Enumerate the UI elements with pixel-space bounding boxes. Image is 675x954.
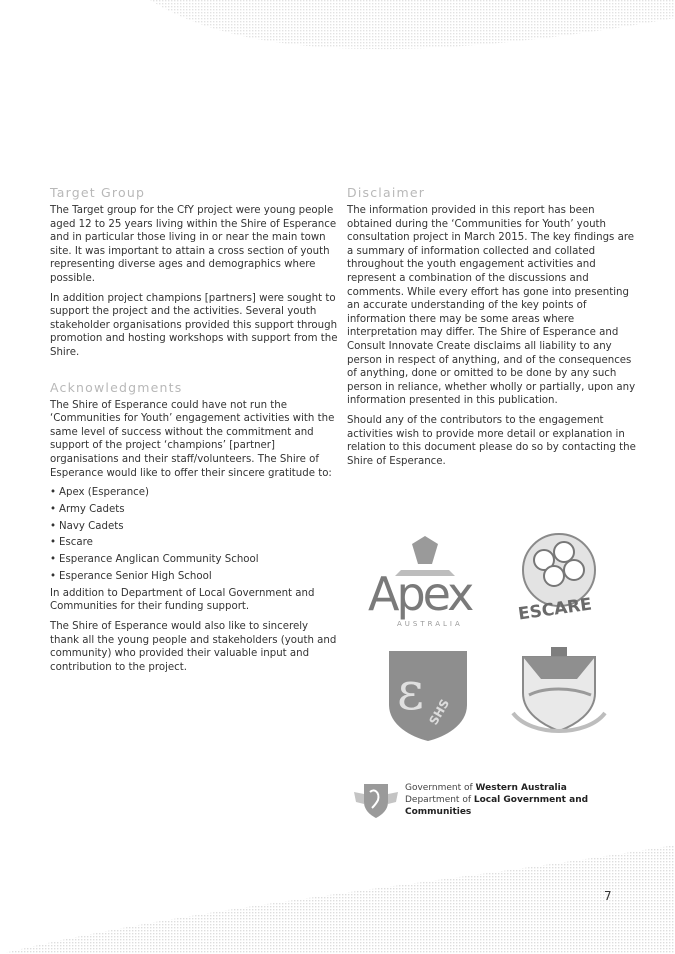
list-item: • Esperance Senior High School [50,570,338,584]
acknowledgments-heading: Acknowledgments [50,379,183,395]
gov-line1-bold: Western Australia [475,783,567,793]
target-group-heading: Target Group [50,185,146,200]
target-group-paragraph-2: In addition project champions [partners] were sought to support the project and the activities. Several youth stakeholder organisations provided this support through promotion and hosting workshops with support from the Shire. [50,292,338,358]
apex-wordmark: Apex [368,567,472,621]
apex-logo [365,536,490,631]
page-number: 7 [604,889,612,903]
eshs-crest [385,645,471,743]
gov-line2-prefix: Department of [405,795,474,805]
acknowledgments-paragraph-1: The Shire of Esperance could have not run the ‘Communities for Youth’ engagement activities with the same level of success without the commitment and support of the project ‘champions’ [partner] organisations and their staff/volunteers. The Shire of Esperance would like to offer their sincere gratitude to: [50,399,335,479]
gov-line1-prefix: Government of [405,783,476,793]
eshs-letters: SHS [426,696,453,728]
anglican-school-crest [511,643,607,739]
partner-list [50,486,338,584]
partner-logos [365,530,630,760]
list-item: • Escare [50,536,338,550]
target-group-paragraph-1: The Target group for the CfY project were young people aged 12 to 25 years living within the Shire of Esperance and in particular those living in or near the main town site. It was important to attain a cross section of youth representing diverse ages and demographics where possible. [50,205,337,284]
disclaimer-paragraph-1: The information provided in this report has been obtained during the ‘Communities for Youth’ youth consultation project in March 2015. The key findings are a summary of information collected and collated throughout the youth engagement activities and represent a combination of the discussions and comments. While every effort has gone into presenting an accurate understanding of the key points of information there may be some areas where interpretation may differ. The Shire of Esperance and Consult Innovate Create disclaims all liability to any person in respect of anything, and of the consequences of anything, done or omitted to be done by any such person in reliance, whether wholly or partially, upon any information presented in this publication. [347,205,636,407]
list-item: • Apex (Esperance) [50,486,338,500]
list-item: • Navy Cadets [50,520,338,534]
acknowledgments-paragraph-2: In addition to Department of Local Government and Communities for their funding support. [50,587,315,613]
list-item: • Army Cadets [50,503,338,517]
disclaimer-paragraph-2: Should any of the contributors to the engagement activities wish to provide more detail or explanation in relation to this document please do so by contacting the Shire of Esperance. [347,414,636,467]
escare-wordmark: ESCARE [516,594,594,625]
left-column [50,185,338,680]
gov-line2-bold: Local Government and Communities [405,795,589,817]
svg-text:ε: ε [397,662,424,722]
acknowledgments-paragraph-3: The Shire of Esperance would also like to sincerely thank all the young people and stakeholders (youth and community) who provided their valuable input and contribution to the project. [50,621,337,673]
list-item: • Esperance Anglican Community School [50,553,338,567]
wa-coat-of-arms-icon [350,780,402,820]
government-wa-logo [350,780,650,820]
right-column [347,185,639,474]
disclaimer-heading: Disclaimer [347,185,426,200]
escare-logo [511,530,611,630]
government-text [405,782,650,818]
apex-subtitle: AUSTRALIA [397,620,463,628]
